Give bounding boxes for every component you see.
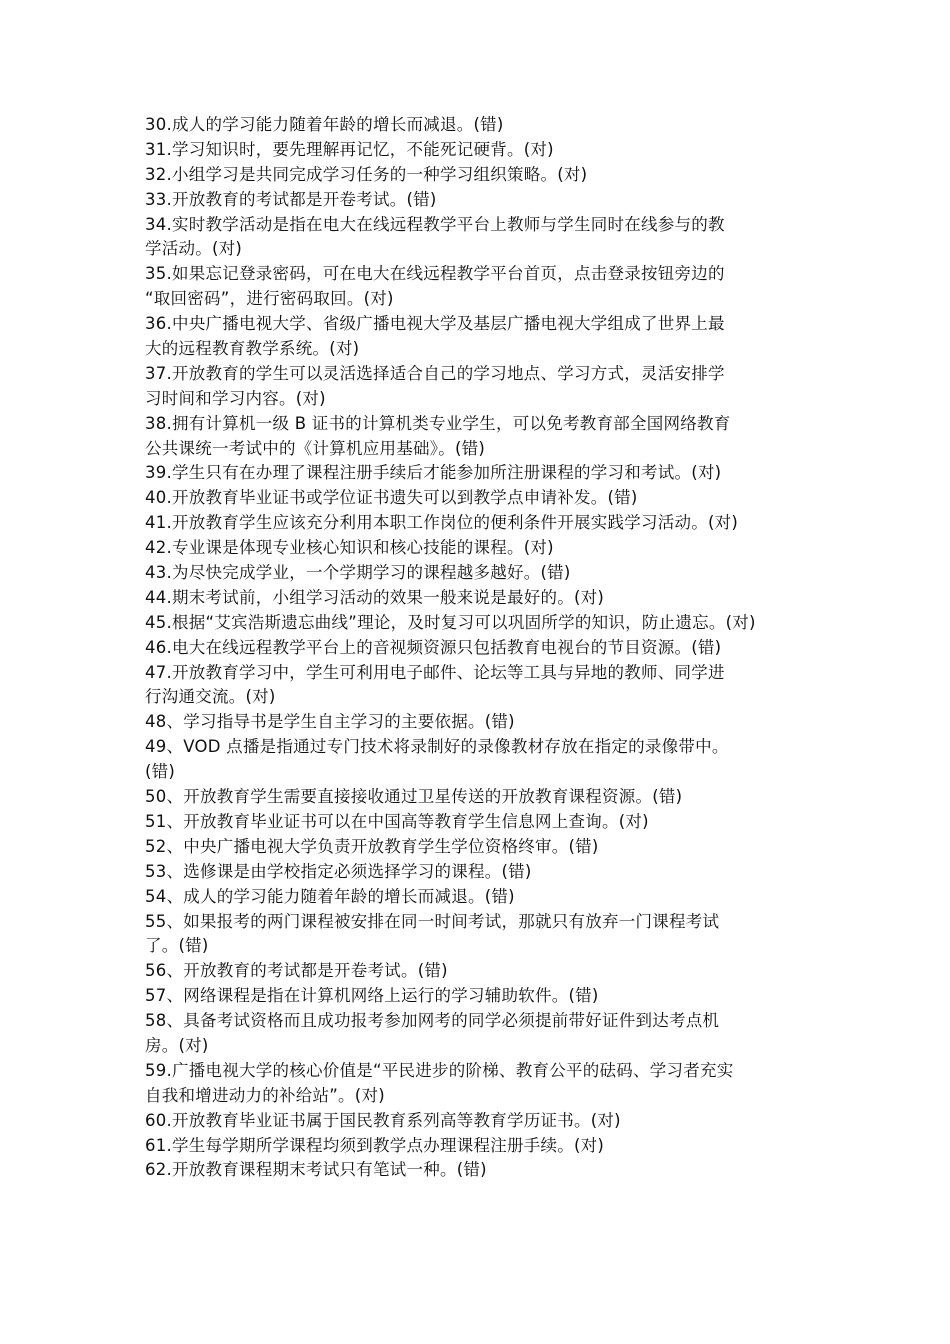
- text-line: 学活动。(对): [145, 239, 243, 259]
- text-line: 56、开放教育的考试都是开卷考试。(错): [145, 961, 448, 981]
- text-line: 61.学生每学期所学课程均须到教学点办理课程注册手续。(对): [145, 1135, 605, 1155]
- text-line: 36.中央广播电视大学、省级广播电视大学及基层广播电视大学组成了世界上最: [145, 314, 725, 334]
- text-line: 59.广播电视大学的核心价值是“平民进步的阶梯、教育公平的砝码、学习者充实: [145, 1060, 734, 1080]
- text-line: 43.为尽快完成学业，一个学期学习的课程越多越好。(错): [145, 563, 571, 583]
- text-line: 32.小组学习是共同完成学习任务的一种学习组织策略。(对): [145, 164, 588, 184]
- text-line: 了。(错): [145, 936, 209, 956]
- text-line: 47.开放教育学习中，学生可利用电子邮件、论坛等工具与异地的教师、同学进: [145, 662, 725, 682]
- text-line: 45.根据“艾宾浩斯遗忘曲线”理论，及时复习可以巩固所学的知识，防止遗忘。(对): [145, 612, 756, 632]
- text-line: 53、选修课是由学校指定必须选择学习的课程。(错): [145, 861, 532, 881]
- text-line: 31.学习知识时，要先理解再记忆，不能死记硬背。(对): [145, 139, 554, 159]
- text-line: (错): [145, 762, 176, 782]
- text-line: 习时间和学习内容。(对): [145, 388, 326, 408]
- text-line: 房。(对): [145, 1035, 209, 1055]
- text-line: 57、网络课程是指在计算机网络上运行的学习辅助软件。(错): [145, 986, 599, 1006]
- text-line: 48、学习指导书是学生自主学习的主要依据。(错): [145, 712, 515, 732]
- text-line: 42.专业课是体现专业核心知识和核心技能的课程。(对): [145, 538, 554, 558]
- document-body: [145, 113, 810, 1183]
- text-line: 50、开放教育学生需要直接接收通过卫星传送的开放教育课程资源。(错): [145, 787, 683, 807]
- text-line: 49、VOD 点播是指通过专门技术将录制好的录像教材存放在指定的录像带中。: [145, 737, 729, 757]
- text-line: 行沟通交流。(对): [145, 687, 276, 707]
- text-line: 62.开放教育课程期末考试只有笔试一种。(错): [145, 1160, 487, 1180]
- text-line: 39.学生只有在办理了课程注册手续后才能参加所注册课程的学习和考试。(对): [145, 463, 722, 483]
- text-line: 35.如果忘记登录密码，可在电大在线远程教学平台首页，点击登录按钮旁边的: [145, 264, 725, 284]
- text-line: 44.期末考试前，小组学习活动的效果一般来说是最好的。(对): [145, 587, 605, 607]
- text-line: 38.拥有计算机一级 B 证书的计算机类专业学生，可以免考教育部全国网络教育: [145, 413, 731, 433]
- text-line: 37.开放教育的学生可以灵活选择适合自己的学习地点、学习方式，灵活安排学: [145, 363, 725, 383]
- text-line: 58、具备考试资格而且成功报考参加网考的同学必须提前带好证件到达考点机: [145, 1011, 720, 1031]
- text-line: 46.电大在线远程教学平台上的音视频资源只包括教育电视台的节目资源。(错): [145, 637, 722, 657]
- text-line: 自我和增进动力的补给站”。(对): [145, 1085, 385, 1105]
- text-line: 大的远程教育教学系统。(对): [145, 339, 360, 359]
- text-line: 54、成人的学习能力随着年龄的增长而减退。(错): [145, 886, 515, 906]
- text-line: 30.成人的学习能力随着年龄的增长而减退。(错): [145, 115, 504, 134]
- text-line: 公共课统一考试中的《计算机应用基础》。(错): [145, 438, 486, 458]
- text-line: 34.实时教学活动是指在电大在线远程教学平台上教师与学生同时在线参与的教: [145, 214, 725, 234]
- text-line: 60.开放教育毕业证书属于国民教育系列高等教育学历证书。(对): [145, 1110, 621, 1130]
- text-line: 51、开放教育毕业证书可以在中国高等教育学生信息网上查询。(对): [145, 811, 649, 831]
- text-line: “取回密码”，进行密码取回。(对): [145, 289, 394, 309]
- text-line: 52、中央广播电视大学负责开放教育学生学位资格终审。(错): [145, 836, 599, 856]
- text-line: 33.开放教育的考试都是开卷考试。(错): [145, 189, 437, 209]
- text-line: 40.开放教育毕业证书或学位证书遗失可以到教学点申请补发。(错): [145, 488, 638, 508]
- text-line: 41.开放教育学生应该充分利用本职工作岗位的便利条件开展实践学习活动。(对): [145, 513, 739, 533]
- text-line: 55、如果报考的两门课程被安排在同一时间考试，那就只有放弃一门课程考试: [145, 911, 720, 931]
